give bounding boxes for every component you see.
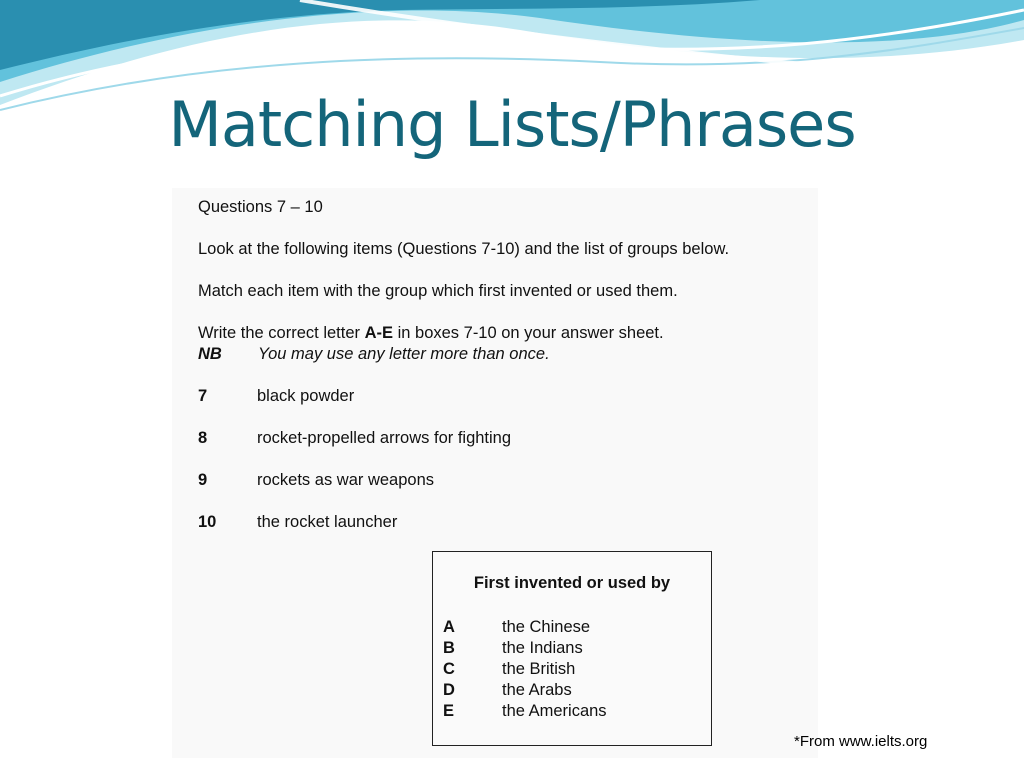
nb-text: You may use any letter more than once. bbox=[258, 345, 550, 363]
write-prefix: Write the correct letter bbox=[198, 324, 365, 342]
group-letter: B bbox=[443, 639, 455, 657]
question-number: 8 bbox=[198, 429, 208, 447]
question-text: rockets as war weapons bbox=[257, 471, 434, 489]
group-name: the Americans bbox=[502, 702, 607, 720]
slide-title: Matching Lists/Phrases bbox=[168, 88, 856, 161]
source-footnote: *From www.ielts.org bbox=[794, 733, 928, 750]
ielts-question-excerpt bbox=[172, 188, 818, 758]
question-number: 10 bbox=[198, 513, 217, 531]
group-letter: E bbox=[443, 702, 455, 720]
question-text: rocket-propelled arrows for fighting bbox=[257, 429, 512, 447]
questions-heading: Questions 7 – 10 bbox=[198, 198, 323, 216]
group-name: the British bbox=[502, 660, 576, 678]
question-text: black powder bbox=[257, 387, 355, 405]
instruction-line: Look at the following items (Questions 7-10) and the list of groups below. bbox=[198, 240, 730, 258]
group-letter: D bbox=[443, 681, 455, 699]
group-name: the Arabs bbox=[502, 681, 572, 699]
write-instruction bbox=[198, 324, 664, 343]
question-number: 7 bbox=[198, 387, 208, 405]
group-letter: C bbox=[443, 660, 455, 678]
nb-label: NB bbox=[198, 345, 222, 363]
group-name: the Indians bbox=[502, 639, 583, 657]
instruction-line: Match each item with the group which first invented or used them. bbox=[198, 282, 678, 300]
write-letters: A-E bbox=[364, 324, 394, 342]
groups-title: First invented or used by bbox=[473, 574, 671, 592]
group-name: the Chinese bbox=[502, 618, 591, 636]
write-suffix: in boxes 7-10 on your answer sheet. bbox=[393, 324, 664, 342]
groups-box bbox=[432, 551, 712, 746]
group-letter: A bbox=[443, 618, 455, 636]
question-number: 9 bbox=[198, 471, 208, 489]
question-text: the rocket launcher bbox=[257, 513, 398, 531]
